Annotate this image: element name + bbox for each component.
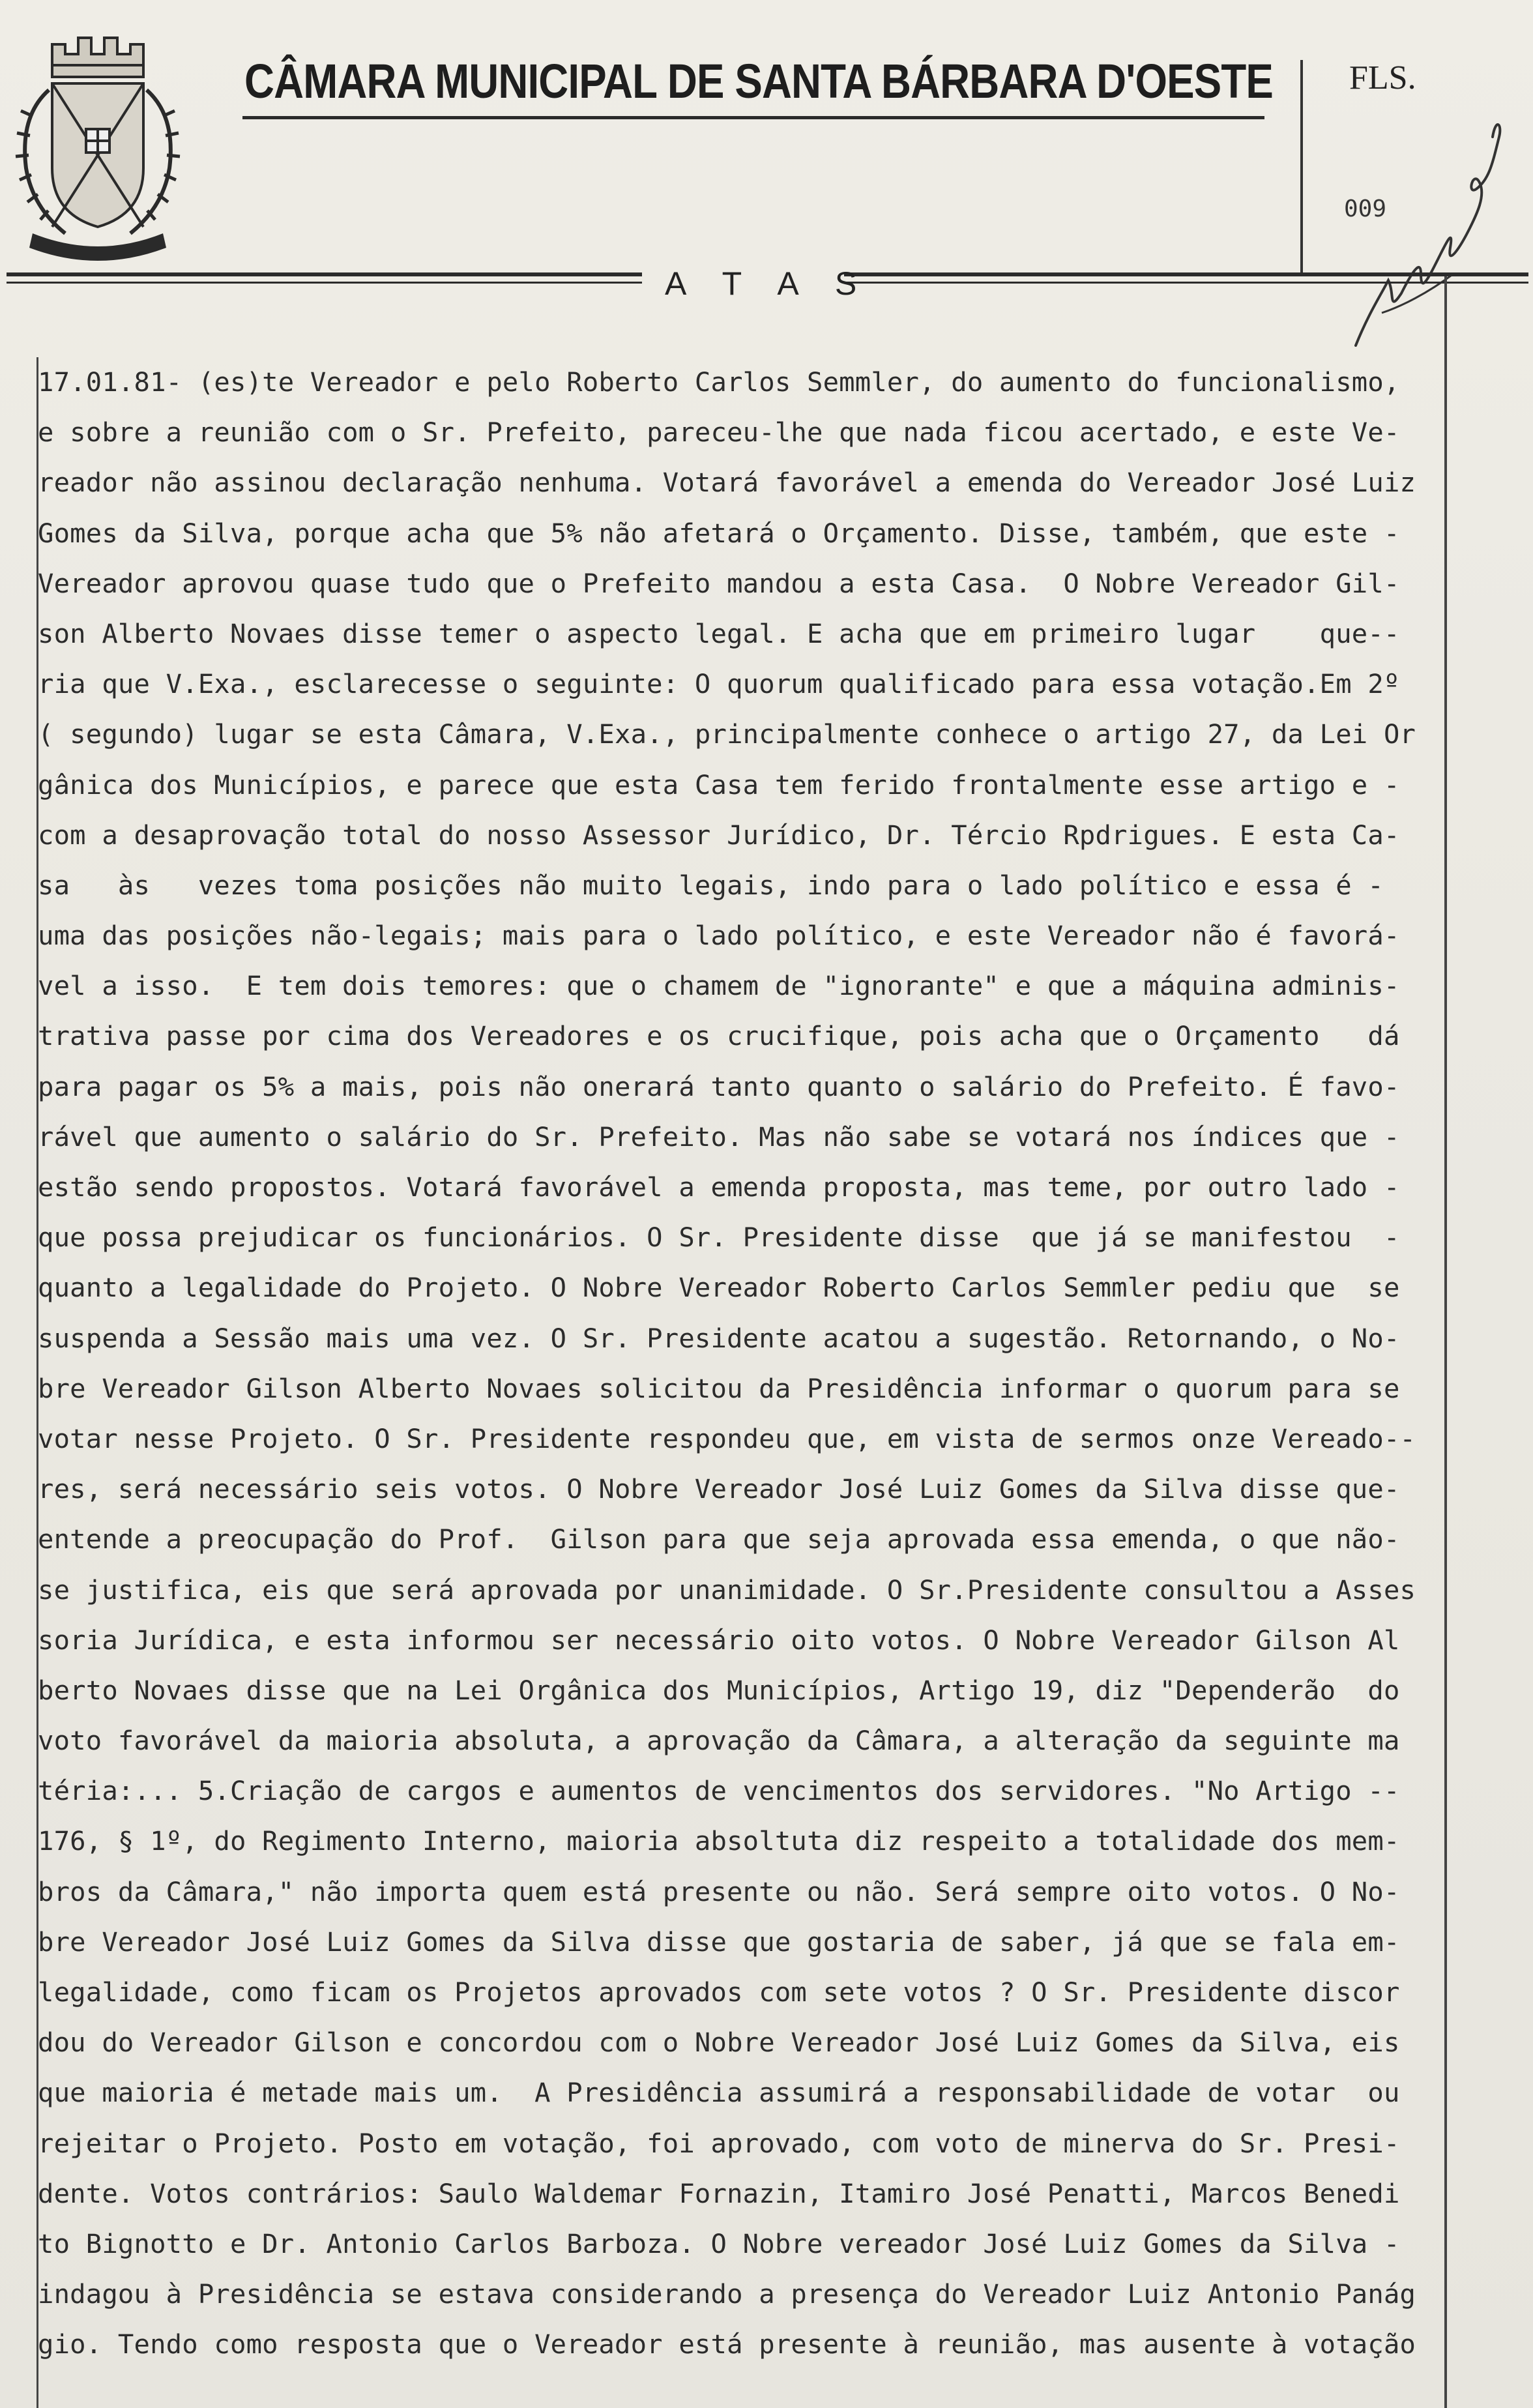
atas-rule-left [7, 272, 642, 276]
municipal-coat-of-arms-icon [13, 18, 182, 266]
text-line: vel a isso. E tem dois temores: que o chamem de "ignorante" e que a máquina adminis- [38, 970, 1400, 1002]
text-line: rável que aumento o salário do Sr. Prefeito. Mas não sabe se votará nos índices que - [38, 1121, 1400, 1153]
text-line: téria:... 5.Criação de cargos e aumentos de vencimentos dos servidores. "No Artigo -- [38, 1775, 1400, 1807]
header-divider [1300, 60, 1303, 276]
text-line: quanto a legalidade do Projeto. O Nobre Vereador Roberto Carlos Semmler pediu que se [38, 1272, 1400, 1304]
text-line: res, será necessário seis votos. O Nobre Vereador José Luiz Gomes da Silva disse que- [38, 1473, 1400, 1505]
atas-rule-left-thin [7, 282, 642, 284]
text-line: se justifica, eis que será aprovada por unanimidade. O Sr.Presidente consultou a Asses [38, 1574, 1416, 1606]
text-line: soria Jurídica, e esta informou ser necessário oito votos. O Nobre Vereador Gilson Al [38, 1624, 1400, 1656]
text-line: voto favorável da maioria absoluta, a aprovação da Câmara, a alteração da seguinte ma [38, 1725, 1400, 1757]
text-line: votar nesse Projeto. O Sr. Presidente respondeu que, em vista de sermos onze Vereado-- [38, 1422, 1416, 1454]
text-line: que possa prejudicar os funcionários. O Sr. Presidente disse que já se manifestou - [38, 1222, 1400, 1254]
text-line: gio. Tendo como resposta que o Vereador está presente à reunião, mas ausente à votação [38, 2328, 1416, 2360]
text-line: berto Novaes disse que na Lei Orgânica dos Municípios, Artigo 19, diz "Dependerão do [38, 1674, 1400, 1706]
text-line: 17.01.81- (es)te Vereador e pelo Roberto Carlos Semmler, do aumento do funcionalismo, [38, 366, 1400, 398]
chamber-title: CÂMARA MUNICIPAL DE SANTA BÁRBARA D'OESTE [244, 54, 1273, 108]
text-line: reador não assinou declaração nenhuma. Votará favorável a emenda do Vereador José Luiz [38, 467, 1416, 499]
text-line: entende a preocupação do Prof. Gilson para que seja aprovada essa emenda, o que não- [38, 1523, 1400, 1555]
text-line: Gomes da Silva, porque acha que 5% não afetará o Orçamento. Disse, também, que este - [38, 517, 1400, 549]
text-line: ria que V.Exa., esclarecesse o seguinte: O quorum qualificado para essa votação.Em 2º [38, 668, 1400, 700]
text-line: para pagar os 5% a mais, pois não onerará tanto quanto o salário do Prefeito. É favo- [38, 1070, 1400, 1102]
minutes-body [38, 357, 1446, 2370]
text-line: gânica dos Municípios, e parece que esta Casa tem ferido frontalmente esse artigo e - [38, 769, 1400, 800]
text-line: ( segundo) lugar se esta Câmara, V.Exa., principalmente conhece o artigo 27, da Lei Or [38, 718, 1416, 750]
text-line: indagou à Presidência se estava considerando a presença do Vereador Luiz Antonio Panág [38, 2278, 1416, 2310]
atas-rule-right-thin [844, 282, 1528, 284]
text-line: dente. Votos contrários: Saulo Waldemar Fornazin, Itamiro José Penatti, Marcos Benedi [38, 2177, 1400, 2209]
text-line: suspenda a Sessão mais uma vez. O Sr. Presidente acatou a sugestão. Retornando, o No- [38, 1322, 1400, 1354]
text-line: dou do Vereador Gilson e concordou com o Nobre Vereador José Luiz Gomes da Silva, eis [38, 2027, 1400, 2059]
handwritten-signature-icon [1343, 98, 1512, 372]
text-line: com a desaprovação total do nosso Assessor Jurídico, Dr. Tércio Rpdrigues. E esta Ca- [38, 819, 1400, 851]
text-line: to Bignotto e Dr. Antonio Carlos Barboza. O Nobre vereador José Luiz Gomes da Silva - [38, 2227, 1400, 2259]
title-underline [242, 116, 1264, 119]
text-line: que maioria é metade mais um. A Presidência assumirá a responsabilidade de votar ou [38, 2077, 1400, 2109]
text-line: e sobre a reunião com o Sr. Prefeito, pareceu-lhe que nada ficou acertado, e este Ve- [38, 417, 1400, 448]
text-line: bre Vereador José Luiz Gomes da Silva disse que gostaria de saber, já que se fala em- [38, 1926, 1400, 1958]
section-title: A T A S [665, 265, 871, 302]
text-line: Vereador aprovou quase tudo que o Prefeito mandou a esta Casa. O Nobre Vereador Gil- [38, 567, 1400, 599]
text-line: bros da Câmara," não importa quem está presente ou não. Será sempre oito votos. O No- [38, 1875, 1400, 1907]
text-line: bre Vereador Gilson Alberto Novaes solicitou da Presidência informar o quorum para se [38, 1372, 1400, 1404]
text-line: estão sendo propostos. Votará favorável a emenda proposta, mas teme, por outro lado - [38, 1171, 1400, 1203]
fls-label: FLS. [1349, 59, 1416, 96]
text-line: legalidade, como ficam os Projetos aprovados com sete votos ? O Sr. Presidente discor [38, 1976, 1400, 2008]
text-line: son Alberto Novaes disse temer o aspecto legal. E acha que em primeiro lugar que-- [38, 617, 1400, 649]
text-line: sa às vezes toma posições não muito legais, indo para o lado político e essa é - [38, 869, 1384, 901]
text-line: trativa passe por cima dos Vereadores e os crucifique, pois acha que o Orçamento dá [38, 1020, 1400, 1052]
text-line: rejeitar o Projeto. Posto em votação, foi aprovado, com voto de minerva do Sr. Presi- [38, 2127, 1400, 2159]
atas-rule-right [844, 272, 1528, 276]
folio-number: 009 [1344, 196, 1387, 222]
text-line: uma das posições não-legais; mais para o lado político, e este Vereador não é favorá- [38, 920, 1400, 952]
text-line: 176, § 1º, do Regimento Interno, maioria absoltuta diz respeito a totalidade dos mem- [38, 1825, 1400, 1857]
